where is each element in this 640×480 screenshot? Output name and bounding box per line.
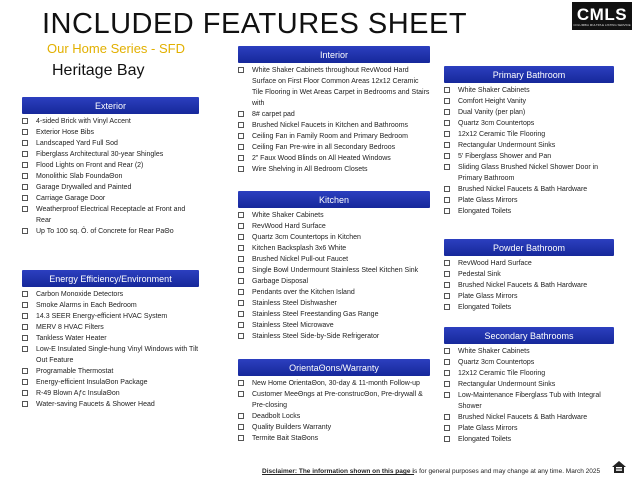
disclaimer-label: Disclaimer: The information shown on this page i [262, 468, 415, 475]
section-energy [22, 270, 199, 410]
item-label: Energy-efficient InsulaΘon Package [36, 379, 148, 386]
item-label: 2” Faux Wood Blinds on All Heated Windows [252, 155, 391, 162]
checkbox-icon[interactable] [238, 166, 244, 172]
item-label: Fiberglass Architectural 30-year Shingles [36, 151, 164, 158]
checkbox-icon[interactable] [22, 173, 28, 179]
checkbox-icon[interactable] [22, 118, 28, 124]
checklist-item [238, 320, 430, 331]
item-label: Exterior Hose Bibs [36, 129, 94, 136]
checklist-item [444, 195, 614, 206]
item-label: Rectangular Undermount Sinks [458, 142, 556, 149]
item-label: Low-Maintenance Fiberglass Tub with Integral Shower [458, 392, 601, 410]
item-list [444, 258, 614, 313]
checkbox-icon[interactable] [238, 289, 244, 295]
section-interior [238, 46, 430, 175]
checkbox-icon[interactable] [22, 140, 28, 146]
checkbox-icon[interactable] [444, 271, 450, 277]
checklist-item [238, 422, 430, 433]
item-label: Brushed Nickel Faucets & Bath Hardware [458, 414, 588, 421]
checklist-item [22, 226, 199, 237]
checklist-item [22, 311, 199, 322]
item-label: 14.3 SEER Energy-efficient HVAC System [36, 313, 168, 320]
item-label: Quality Builders Warranty [252, 424, 332, 431]
checkbox-icon[interactable] [238, 223, 244, 229]
checklist-item [238, 254, 430, 265]
item-label: 12x12 Ceramic Tile Flooring [458, 131, 546, 138]
item-label: Tankless Water Heater [36, 335, 107, 342]
item-label: Plate Glass Mirrors [458, 197, 518, 204]
item-label: Quartz 3cm Countertops [458, 120, 535, 127]
checkbox-icon[interactable] [22, 228, 28, 234]
checkbox-icon[interactable] [238, 133, 244, 139]
checklist-item [444, 302, 614, 313]
checkbox-icon[interactable] [238, 155, 244, 161]
checklist-item [444, 423, 614, 434]
section-header: Primary Bathroom [444, 66, 614, 83]
item-label: Elongated Toilets [458, 304, 512, 311]
checklist-item [238, 287, 430, 298]
checkbox-icon[interactable] [444, 142, 450, 148]
disclaimer [262, 468, 600, 475]
checkbox-icon[interactable] [22, 324, 28, 330]
item-label: Brushed Nickel Faucets & Bath Hardware [458, 282, 588, 289]
checkbox-icon[interactable] [444, 392, 450, 398]
checklist-item [22, 138, 199, 149]
checkbox-icon[interactable] [444, 381, 450, 387]
checkbox-icon[interactable] [444, 425, 450, 431]
checkbox-icon[interactable] [22, 206, 28, 212]
checkbox-icon[interactable] [444, 208, 450, 214]
checklist-item [444, 412, 614, 423]
item-label: Carbon Monoxide Detectors [36, 291, 124, 298]
checkbox-icon[interactable] [238, 122, 244, 128]
item-label: Carriage Garage Door [36, 195, 106, 202]
checklist-item [22, 193, 199, 204]
checkbox-icon[interactable] [22, 390, 28, 396]
checkbox-icon[interactable] [238, 380, 244, 386]
item-label: Low-E Insulated Single-hung Vinyl Windows with Tilt Out Feature [36, 346, 199, 364]
item-label: Landscaped Yard Full Sod [36, 140, 118, 147]
checkbox-icon[interactable] [22, 313, 28, 319]
checkbox-icon[interactable] [238, 322, 244, 328]
checklist-item [444, 151, 614, 162]
checkbox-icon[interactable] [22, 401, 28, 407]
checklist-item [22, 204, 199, 226]
checklist-item [238, 378, 430, 389]
checklist-item [238, 221, 430, 232]
item-label: Brushed Nickel Faucets in Kitchen and Bathrooms [252, 122, 409, 129]
checklist-item [238, 298, 430, 309]
checkbox-icon[interactable] [444, 98, 450, 104]
checkbox-icon[interactable] [22, 162, 28, 168]
item-label: Flood Lights on Front and Rear (2) [36, 162, 144, 169]
item-label: Plate Glass Mirrors [458, 293, 518, 300]
checklist-item [238, 331, 430, 342]
item-list [238, 210, 430, 342]
item-label: Brushed Nickel Pull-out Faucet [252, 256, 349, 263]
item-label: RevWood Hard Surface [252, 223, 326, 230]
checklist-item [444, 162, 614, 184]
logo-text: CMLS [576, 4, 628, 24]
checklist-item [238, 232, 430, 243]
item-label: White Shaker Cabinets throughout RevWood Hard Surface on First Floor Common Areas 12x12 Ceramic Tile Flooring in Wet Areas Carpet in Bedrooms and Stairs with [252, 67, 430, 107]
item-list [238, 378, 430, 444]
checkbox-icon[interactable] [444, 87, 450, 93]
checklist-item [22, 300, 199, 311]
checkbox-icon[interactable] [22, 346, 28, 352]
checklist-item [238, 309, 430, 320]
logo-subtext: COLUMBIA MULTIPLE LISTING SERVICE [573, 22, 631, 27]
checkbox-icon[interactable] [444, 109, 450, 115]
item-label: New Home OrientaΘon, 30-day & 11-month Follow-up [252, 380, 420, 387]
item-label: 4-sided Brick with Vinyl Accent [36, 118, 131, 125]
item-list [444, 346, 614, 445]
checklist-item [238, 120, 430, 131]
item-label: Comfort Height Vanity [458, 98, 526, 105]
checkbox-icon[interactable] [22, 379, 28, 385]
checkbox-icon[interactable] [238, 212, 244, 218]
item-list [22, 116, 199, 237]
section-orientation [238, 359, 430, 444]
page-title: INCLUDED FEATURES SHEET [42, 8, 468, 40]
checklist-item [22, 388, 199, 399]
item-label: RevWood Hard Surface [458, 260, 532, 267]
checklist-item [22, 116, 199, 127]
checklist-item [238, 142, 430, 153]
section-secondary-bathrooms [444, 327, 614, 445]
checklist-item [444, 357, 614, 368]
section-header: OrientaΘons/Warranty [238, 359, 430, 376]
checkbox-icon[interactable] [444, 260, 450, 266]
checkbox-icon[interactable] [444, 131, 450, 137]
checkbox-icon[interactable] [238, 391, 244, 397]
section-kitchen [238, 191, 430, 342]
checklist-item [22, 127, 199, 138]
section-header: Powder Bathroom [444, 239, 614, 256]
item-label: Smoke Alarms in Each Bedroom [36, 302, 137, 309]
item-label: 5’ Fiberglass Shower and Pan [458, 153, 552, 160]
item-label: R-49 Blown Aƒc InsulaΘon [36, 390, 120, 397]
checkbox-icon[interactable] [238, 111, 244, 117]
item-label: Ceiling Fan in Family Room and Primary Bedroom [252, 133, 408, 140]
item-label: Up To 100 sq. Ô. of Concrete for Rear PaΘo [36, 228, 174, 235]
checklist-item [444, 258, 614, 269]
checkbox-icon[interactable] [22, 151, 28, 157]
item-list [238, 65, 430, 175]
checklist-item [444, 390, 614, 412]
checklist-item [22, 366, 199, 377]
series-name: Our Home Series - SFD [47, 41, 185, 56]
section-header: Energy Efficiency/Environment [22, 270, 199, 287]
item-label: Wire Shelving in All Bedroom Closets [252, 166, 368, 173]
checklist-item [444, 280, 614, 291]
checkbox-icon[interactable] [444, 304, 450, 310]
checkbox-icon[interactable] [238, 413, 244, 419]
checkbox-icon[interactable] [238, 67, 244, 73]
checklist-item [22, 182, 199, 193]
checklist-item [22, 171, 199, 182]
checkbox-icon[interactable] [238, 267, 244, 273]
checklist-item [444, 346, 614, 357]
item-label: Brushed Nickel Faucets & Bath Hardware [458, 186, 588, 193]
checkbox-icon[interactable] [444, 359, 450, 365]
item-label: Rectangular Undermount Sinks [458, 381, 556, 388]
checklist-item [238, 153, 430, 164]
item-label: 12x12 Ceramic Tile Flooring [458, 370, 546, 377]
checkbox-icon[interactable] [444, 370, 450, 376]
checklist-item [444, 96, 614, 107]
checklist-item [238, 210, 430, 221]
checklist-item [238, 389, 430, 411]
item-label: Single Bowl Undermount Stainless Steel Kitchen Sink [252, 267, 419, 274]
checkbox-icon[interactable] [22, 129, 28, 135]
checkbox-icon[interactable] [444, 197, 450, 203]
checkbox-icon[interactable] [238, 234, 244, 240]
checkbox-icon[interactable] [444, 414, 450, 420]
item-label: Kitchen Backsplash 3x6 White [252, 245, 347, 252]
checkbox-icon[interactable] [238, 435, 244, 441]
item-label: Plate Glass Mirrors [458, 425, 518, 432]
item-label: Deadbolt Locks [252, 413, 301, 420]
item-label: 8# carpet pad [252, 111, 295, 118]
checklist-item [238, 65, 430, 109]
checklist-item [444, 291, 614, 302]
checklist-item [444, 434, 614, 445]
checkbox-icon[interactable] [238, 144, 244, 150]
item-label: Monolithic Slab FoundaΘon [36, 173, 123, 180]
section-primary-bathroom [444, 66, 614, 217]
checklist-item [444, 129, 614, 140]
item-label: Termite Bait StaΘons [252, 435, 319, 442]
item-label: Ceiling Fan Pre-wire in all Secondary Bedroos [252, 144, 396, 151]
item-label: Weatherproof Electrical Receptacle at Front and Rear [36, 206, 186, 224]
disclaimer-text: s for general purposes and may change at any time. March 2025 [414, 468, 601, 475]
cmls-logo [572, 2, 632, 30]
checklist-item [238, 265, 430, 276]
checklist-item [22, 322, 199, 333]
checklist-item [238, 276, 430, 287]
checkbox-icon[interactable] [238, 424, 244, 430]
checklist-item [22, 289, 199, 300]
checklist-item [238, 131, 430, 142]
checkbox-icon[interactable] [22, 184, 28, 190]
checkbox-icon[interactable] [444, 293, 450, 299]
item-label: Stainless Steel Microwave [252, 322, 334, 329]
checkbox-icon[interactable] [238, 245, 244, 251]
section-header: Secondary Bathrooms [444, 327, 614, 344]
section-exterior [22, 97, 199, 237]
checklist-item [444, 140, 614, 151]
checkbox-icon[interactable] [238, 300, 244, 306]
item-label: Pedestal Sink [458, 271, 501, 278]
section-header: Exterior [22, 97, 199, 114]
item-label: White Shaker Cabinets [458, 87, 530, 94]
checklist-item [444, 368, 614, 379]
checklist-item [238, 164, 430, 175]
checkbox-icon[interactable] [22, 302, 28, 308]
item-label: Stainless Steel Freestanding Gas Range [252, 311, 379, 318]
checklist-item [444, 269, 614, 280]
checklist-item [22, 377, 199, 388]
checkbox-icon[interactable] [444, 436, 450, 442]
item-label: Stainless Steel Side-by-Side Refrigerator [252, 333, 380, 340]
checklist-item [444, 379, 614, 390]
equal-housing-icon [611, 460, 627, 474]
item-label: Quartz 3cm Countertops in Kitchen [252, 234, 361, 241]
item-label: Water-saving Faucets & Shower Head [36, 401, 155, 408]
checkbox-icon[interactable] [22, 335, 28, 341]
item-label: Quartz 3cm Countertops [458, 359, 535, 366]
checkbox-icon[interactable] [444, 348, 450, 354]
item-label: White Shaker Cabinets [458, 348, 530, 355]
checkbox-icon[interactable] [238, 278, 244, 284]
checkbox-icon[interactable] [22, 195, 28, 201]
checkbox-icon[interactable] [238, 256, 244, 262]
checklist-item [238, 411, 430, 422]
checklist-item [22, 399, 199, 410]
section-header: Interior [238, 46, 430, 63]
checkbox-icon[interactable] [22, 291, 28, 297]
item-list [22, 289, 199, 410]
checkbox-icon[interactable] [238, 333, 244, 339]
item-label: Customer MeeΘngs at Pre-construcΘon, Pre-drywall & Pre-closing [252, 391, 423, 409]
item-label: MERV 8 HVAC Filters [36, 324, 104, 331]
checkbox-icon[interactable] [444, 153, 450, 159]
checkbox-icon[interactable] [444, 282, 450, 288]
checklist-item [444, 206, 614, 217]
item-label: Dual Vanity (per plan) [458, 109, 526, 116]
checklist-item [444, 184, 614, 195]
section-header: Kitchen [238, 191, 430, 208]
checklist-item [22, 160, 199, 171]
checklist-item [238, 433, 430, 444]
checklist-item [238, 243, 430, 254]
item-label: Pendants over the Kitchen Island [252, 289, 355, 296]
checkbox-icon[interactable] [22, 368, 28, 374]
item-label: White Shaker Cabinets [252, 212, 324, 219]
checklist-item [22, 149, 199, 160]
checkbox-icon[interactable] [444, 186, 450, 192]
item-label: Programable Thermostat [36, 368, 114, 375]
checklist-item [444, 118, 614, 129]
community-name: Heritage Bay [52, 62, 145, 79]
checkbox-icon[interactable] [444, 164, 450, 170]
checklist-item [444, 107, 614, 118]
section-powder-bathroom [444, 239, 614, 313]
item-label: Elongated Toilets [458, 208, 512, 215]
item-label: Stainless Steel Dishwasher [252, 300, 337, 307]
checkbox-icon[interactable] [444, 120, 450, 126]
checklist-item [22, 344, 199, 366]
item-list [444, 85, 614, 217]
checkbox-icon[interactable] [238, 311, 244, 317]
item-label: Elongated Toilets [458, 436, 512, 443]
item-label: Garage Drywalled and Painted [36, 184, 132, 191]
checklist-item [444, 85, 614, 96]
item-label: Garbage Disposal [252, 278, 309, 285]
checklist-item [238, 109, 430, 120]
item-label: Sliding Glass Brushed Nickel Shower Door in Primary Bathroom [458, 164, 599, 182]
checklist-item [22, 333, 199, 344]
